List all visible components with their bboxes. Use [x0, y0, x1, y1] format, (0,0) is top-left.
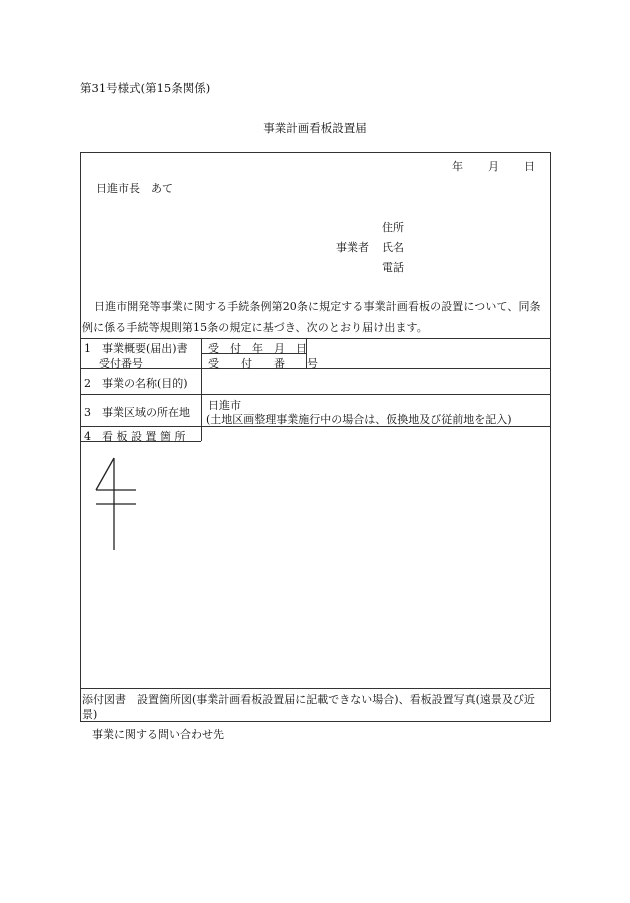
- row1-receipt-number-label: 受 付 番 号: [208, 357, 318, 370]
- address-label: 住所: [382, 221, 404, 234]
- row4-label: 4 看 板 設 置 箇 所: [84, 430, 186, 443]
- document-title: 事業計画看板設置届: [263, 121, 367, 135]
- row3-value-note: (土地区画整理事業施行中の場合は、仮換地及び従前地を記入): [206, 413, 512, 426]
- date-month: 月: [488, 160, 499, 173]
- date-day: 日: [524, 160, 535, 173]
- row2-label: 2 事業の名称(目的): [84, 377, 188, 390]
- receipt-number-field[interactable]: [310, 355, 548, 368]
- receipt-date-field[interactable]: [310, 340, 548, 353]
- row1-label-line2: 受付番号: [99, 357, 143, 370]
- row1-label-line1: 1 事業概要(届出)書: [84, 342, 188, 355]
- date-year: 年: [452, 160, 463, 173]
- project-name-field[interactable]: [205, 372, 548, 392]
- declaration-paragraph: 日進市開発等事業に関する手続条例第20条に規定する事業計画看板の設置について、同条例に係る手続等規則第15条の規定に基づき、次のとおり届け出ます。: [82, 300, 541, 334]
- label-column-rule: [201, 338, 202, 441]
- phone-label: 電話: [382, 261, 404, 274]
- row3-label: 3 事業区域の所在地: [84, 406, 190, 419]
- attachment-note: 添付図書 設置箇所図(事業計画看板設置届に記載できない場合)、看板設置写真(遠景及び近景): [82, 693, 535, 721]
- north-arrow-icon: [92, 456, 140, 552]
- form-number: 第31号様式(第15条関係): [80, 81, 211, 95]
- name-label: 氏名: [382, 241, 404, 254]
- row1-receipt-date-label: 受 付 年 月 日: [208, 342, 307, 355]
- row2-bottom-rule: [80, 394, 551, 395]
- addressee: 日進市長 あて: [96, 182, 173, 195]
- row3-value-line1: 日進市: [208, 399, 241, 412]
- contact-label: 事業に関する問い合わせ先: [92, 728, 224, 741]
- applicant-role-label: 事業者: [336, 241, 369, 254]
- sign-location-area[interactable]: [84, 444, 548, 684]
- table-top-rule: [80, 338, 551, 339]
- attachment-top-rule: [80, 688, 551, 689]
